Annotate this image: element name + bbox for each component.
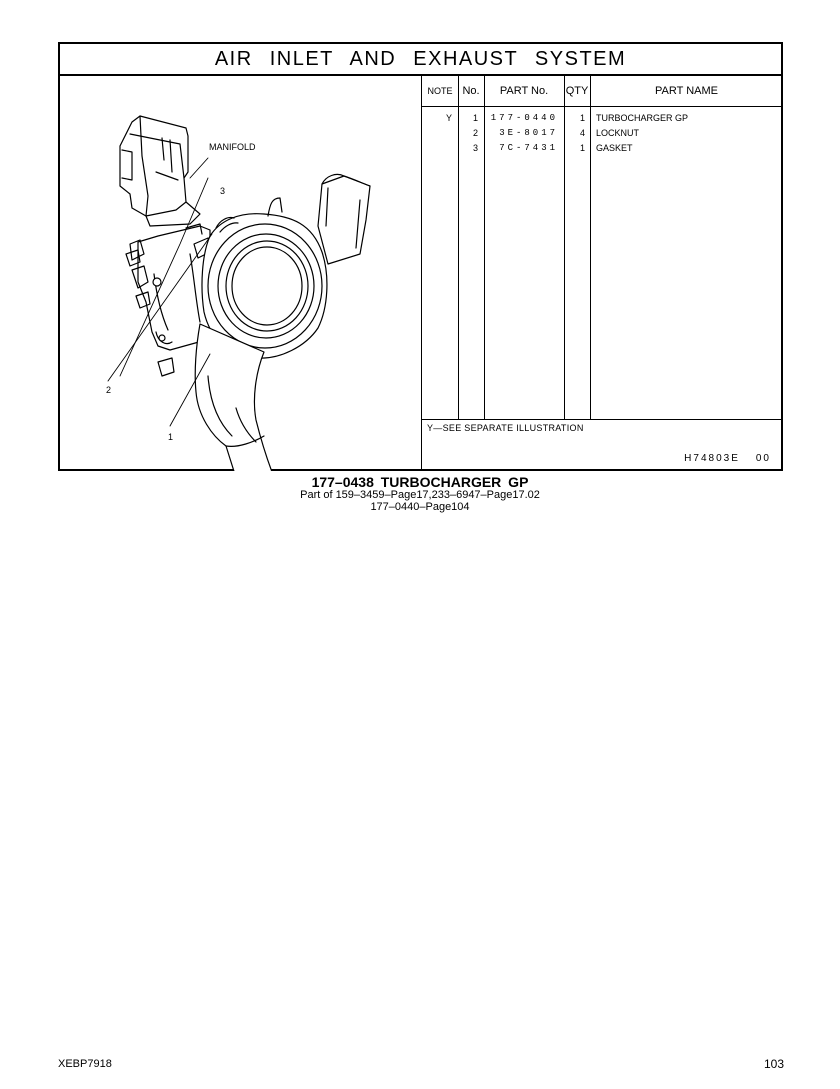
header-part-no: PART No. xyxy=(499,85,549,97)
group-title: 177–0438 TURBOCHARGER GP xyxy=(311,474,529,490)
table-header xyxy=(422,76,781,107)
table-footer-divider xyxy=(422,419,781,420)
group-reference-line-2: 177–0440–Page104 xyxy=(370,501,470,513)
revision-number: 00 xyxy=(755,453,771,464)
table-row xyxy=(422,141,781,156)
turbocharger-illustration xyxy=(60,76,422,469)
row-note: Y xyxy=(445,113,452,123)
row-part-name: TURBOCHARGER GP xyxy=(596,113,689,123)
document-code: XEBP7918 xyxy=(58,1058,112,1070)
table-row xyxy=(422,126,781,141)
callout-manifold: MANIFOLD xyxy=(209,142,256,152)
table-row xyxy=(422,111,781,126)
illustration-reference xyxy=(684,453,771,464)
header-qty: QTY xyxy=(565,85,589,97)
row-part-no: 177-0440 xyxy=(490,113,558,123)
header-no: No. xyxy=(462,85,480,97)
section-title: AIR INLET AND EXHAUST SYSTEM xyxy=(60,44,781,76)
callout-2: 2 xyxy=(106,385,112,395)
row-no: 1 xyxy=(472,113,478,123)
group-reference-line-1: Part of 159–3459–Page17,233–6947–Page17.02 xyxy=(300,489,540,501)
row-no: 2 xyxy=(472,128,478,138)
row-part-no: 3E-8017 xyxy=(499,128,558,138)
row-qty: 4 xyxy=(579,128,585,138)
callout-1: 1 xyxy=(168,432,174,442)
header-part-name: PART NAME xyxy=(655,85,718,97)
parts-table xyxy=(422,76,781,469)
callout-3: 3 xyxy=(220,186,226,196)
row-qty: 1 xyxy=(579,143,585,153)
parts-frame xyxy=(58,42,783,471)
row-part-no: 7C-7431 xyxy=(499,143,558,153)
table-footnote: Y—SEE SEPARATE ILLUSTRATION xyxy=(427,423,584,433)
row-part-name: LOCKNUT xyxy=(596,128,640,138)
row-no: 3 xyxy=(472,143,478,153)
turbocharger-drawing xyxy=(60,76,420,471)
page-number: 103 xyxy=(763,1057,784,1071)
illustration-code: H74803E xyxy=(684,453,740,464)
row-qty: 1 xyxy=(579,113,585,123)
row-part-name: GASKET xyxy=(596,143,633,153)
header-note: NOTE xyxy=(427,86,453,96)
